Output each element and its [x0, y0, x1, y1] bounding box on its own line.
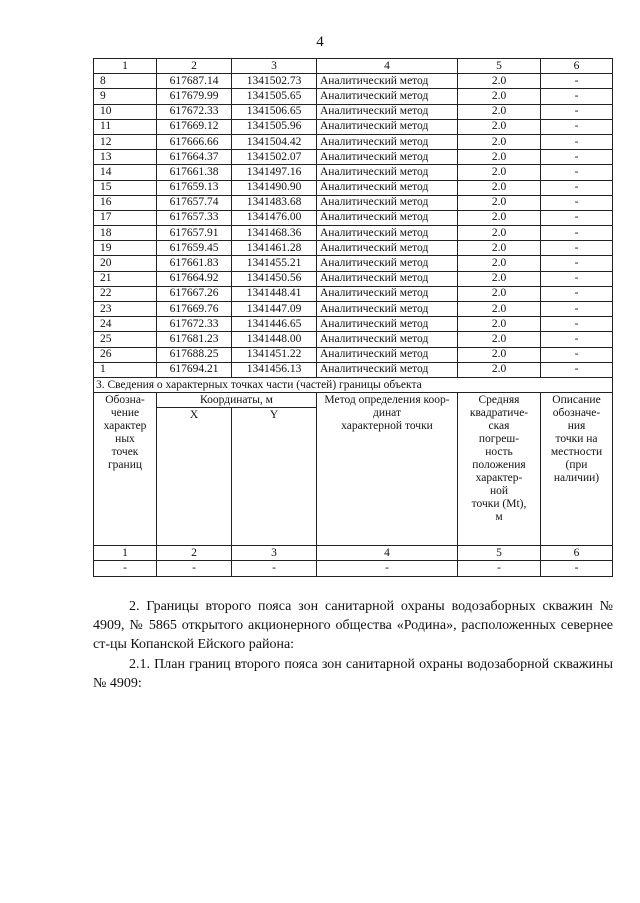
table-row [94, 195, 613, 210]
point-number: 16 [94, 195, 157, 210]
header-coordinates: Координаты, м [157, 393, 317, 408]
coord-y: 1341490.90 [232, 180, 317, 195]
mt-value: 2.0 [458, 134, 541, 149]
method: Аналитический метод [317, 195, 458, 210]
table-row [94, 150, 613, 165]
method: Аналитический метод [317, 150, 458, 165]
method: Аналитический метод [317, 210, 458, 225]
method: Аналитический метод [317, 362, 458, 377]
coord-x: 617659.13 [157, 180, 232, 195]
point-description: - [541, 362, 613, 377]
point-description: - [541, 302, 613, 317]
coord-x: 617679.99 [157, 89, 232, 104]
column-number: 2 [157, 59, 232, 74]
coord-x: 617657.91 [157, 226, 232, 241]
paragraph-2 [93, 597, 613, 654]
paragraph-2-text: 2. Границы второго пояса зон санитарной охраны водозаборных скважин № 4909, № 5865 открытого акционерного общества «Родина», расположенных севернее ст-цы Копанской Ейского района: [93, 599, 613, 652]
method: Аналитический метод [317, 180, 458, 195]
point-description: - [541, 347, 613, 362]
table-row [94, 317, 613, 332]
table-row [94, 134, 613, 149]
coord-y: 1341448.00 [232, 332, 317, 347]
coord-x: 617688.25 [157, 347, 232, 362]
paragraph-2-1-text: 2.1. План границ второго пояса зон санитарной охраны водозаборной скважины № 4909: [93, 657, 613, 691]
column-number-row [94, 59, 613, 74]
method: Аналитический метод [317, 332, 458, 347]
method: Аналитический метод [317, 226, 458, 241]
mt-value: 2.0 [458, 302, 541, 317]
table-row [94, 347, 613, 362]
coord-y: 1341446.65 [232, 317, 317, 332]
method: Аналитический метод [317, 317, 458, 332]
mt-value: 2.0 [458, 165, 541, 180]
point-description: - [541, 89, 613, 104]
coord-x: 617667.26 [157, 286, 232, 301]
coord-y: 1341483.68 [232, 195, 317, 210]
mt-value: 2.0 [458, 286, 541, 301]
method: Аналитический метод [317, 241, 458, 256]
coord-y: 1341448.41 [232, 286, 317, 301]
coord-y: 1341455.21 [232, 256, 317, 271]
method: Аналитический метод [317, 89, 458, 104]
point-number: 19 [94, 241, 157, 256]
empty-cell: - [94, 561, 157, 576]
coordinates-table-body [94, 59, 613, 577]
coord-x: 617669.76 [157, 302, 232, 317]
point-description: - [541, 241, 613, 256]
mt-value: 2.0 [458, 241, 541, 256]
method: Аналитический метод [317, 347, 458, 362]
coord-y: 1341476.00 [232, 210, 317, 225]
coord-y: 1341461.28 [232, 241, 317, 256]
method: Аналитический метод [317, 271, 458, 286]
mt-value: 2.0 [458, 119, 541, 134]
mt-value: 2.0 [458, 256, 541, 271]
point-number: 22 [94, 286, 157, 301]
method: Аналитический метод [317, 286, 458, 301]
coord-x: 617666.66 [157, 134, 232, 149]
header-description: Описание обозначе- ния точки на местности (при наличии) [541, 393, 613, 546]
point-number: 25 [94, 332, 157, 347]
header-mt: Средняя квадратиче- ская погреш- ность положения характер- ной точки (Mt), м [458, 393, 541, 546]
column-number: 4 [317, 546, 458, 561]
table-row [94, 89, 613, 104]
coord-y: 1341502.07 [232, 150, 317, 165]
section-3-title: 3. Сведения о характерных точках части (частей) границы объекта [94, 377, 613, 392]
table-row [94, 74, 613, 89]
header-method: Метод определения коор- динат характерной точки [317, 393, 458, 546]
column-number: 3 [232, 546, 317, 561]
point-number: 17 [94, 210, 157, 225]
method: Аналитический метод [317, 165, 458, 180]
point-number: 9 [94, 89, 157, 104]
point-description: - [541, 210, 613, 225]
coord-y: 1341468.36 [232, 226, 317, 241]
mt-value: 2.0 [458, 271, 541, 286]
point-description: - [541, 332, 613, 347]
point-description: - [541, 226, 613, 241]
column-number: 6 [541, 59, 613, 74]
coord-x: 617672.33 [157, 104, 232, 119]
mt-value: 2.0 [458, 180, 541, 195]
column-number: 3 [232, 59, 317, 74]
coordinates-table [93, 58, 613, 577]
coord-y: 1341506.65 [232, 104, 317, 119]
point-description: - [541, 256, 613, 271]
column-number: 1 [94, 546, 157, 561]
coord-x: 617661.83 [157, 256, 232, 271]
coord-x: 617687.14 [157, 74, 232, 89]
point-description: - [541, 134, 613, 149]
point-number: 20 [94, 256, 157, 271]
point-description: - [541, 165, 613, 180]
coord-x: 617664.92 [157, 271, 232, 286]
table-row [94, 104, 613, 119]
method: Аналитический метод [317, 256, 458, 271]
coord-x: 617664.37 [157, 150, 232, 165]
column-number: 6 [541, 546, 613, 561]
section-3-header-row [94, 393, 613, 408]
coord-y: 1341497.16 [232, 165, 317, 180]
table-row [94, 165, 613, 180]
point-number: 11 [94, 119, 157, 134]
coord-x: 617659.45 [157, 241, 232, 256]
method: Аналитический метод [317, 134, 458, 149]
point-description: - [541, 150, 613, 165]
column-number: 1 [94, 59, 157, 74]
header-point-mark: Обозна- чение характер ных точек границ [94, 393, 157, 546]
section-title-row [94, 377, 613, 392]
mt-value: 2.0 [458, 195, 541, 210]
paragraph-2-1 [93, 655, 613, 693]
mt-value: 2.0 [458, 347, 541, 362]
method: Аналитический метод [317, 302, 458, 317]
mt-value: 2.0 [458, 317, 541, 332]
mt-value: 2.0 [458, 89, 541, 104]
column-number: 4 [317, 59, 458, 74]
table-row [94, 362, 613, 377]
coord-x: 617694.21 [157, 362, 232, 377]
coord-x: 617661.38 [157, 165, 232, 180]
coord-y: 1341505.96 [232, 119, 317, 134]
coord-x: 617657.33 [157, 210, 232, 225]
coord-y: 1341447.09 [232, 302, 317, 317]
coord-x: 617657.74 [157, 195, 232, 210]
mt-value: 2.0 [458, 210, 541, 225]
point-description: - [541, 74, 613, 89]
mt-value: 2.0 [458, 74, 541, 89]
empty-cell: - [541, 561, 613, 576]
mt-value: 2.0 [458, 104, 541, 119]
point-number: 21 [94, 271, 157, 286]
table-row [94, 271, 613, 286]
point-number: 26 [94, 347, 157, 362]
header-y: Y [232, 408, 317, 546]
mt-value: 2.0 [458, 362, 541, 377]
empty-cell: - [458, 561, 541, 576]
point-number: 12 [94, 134, 157, 149]
point-number: 18 [94, 226, 157, 241]
point-description: - [541, 119, 613, 134]
method: Аналитический метод [317, 74, 458, 89]
point-description: - [541, 104, 613, 119]
coord-x: 617669.12 [157, 119, 232, 134]
point-number: 8 [94, 74, 157, 89]
coord-x: 617672.33 [157, 317, 232, 332]
empty-cell: - [317, 561, 458, 576]
coord-y: 1341456.13 [232, 362, 317, 377]
coord-y: 1341504.42 [232, 134, 317, 149]
empty-cell: - [232, 561, 317, 576]
table-row [94, 210, 613, 225]
point-number: 1 [94, 362, 157, 377]
column-number: 5 [458, 546, 541, 561]
point-description: - [541, 195, 613, 210]
coord-x: 617681.23 [157, 332, 232, 347]
method: Аналитический метод [317, 104, 458, 119]
point-number: 13 [94, 150, 157, 165]
mt-value: 2.0 [458, 226, 541, 241]
table-row [94, 332, 613, 347]
point-description: - [541, 180, 613, 195]
point-number: 15 [94, 180, 157, 195]
point-number: 24 [94, 317, 157, 332]
method: Аналитический метод [317, 119, 458, 134]
point-description: - [541, 271, 613, 286]
point-number: 14 [94, 165, 157, 180]
point-number: 23 [94, 302, 157, 317]
table-row [94, 256, 613, 271]
coord-y: 1341450.56 [232, 271, 317, 286]
column-number: 2 [157, 546, 232, 561]
page-number: 4 [316, 34, 324, 50]
table-row [94, 302, 613, 317]
table-row [94, 286, 613, 301]
coord-y: 1341505.65 [232, 89, 317, 104]
header-x: X [157, 408, 232, 546]
column-number: 5 [458, 59, 541, 74]
table-row [94, 180, 613, 195]
point-description: - [541, 286, 613, 301]
table-row [94, 119, 613, 134]
point-number: 10 [94, 104, 157, 119]
section-3-column-number-row [94, 546, 613, 561]
point-description: - [541, 317, 613, 332]
coord-y: 1341451.22 [232, 347, 317, 362]
empty-cell: - [157, 561, 232, 576]
coord-y: 1341502.73 [232, 74, 317, 89]
section-3-empty-row [94, 561, 613, 576]
mt-value: 2.0 [458, 150, 541, 165]
table-row [94, 226, 613, 241]
table-row [94, 241, 613, 256]
mt-value: 2.0 [458, 332, 541, 347]
